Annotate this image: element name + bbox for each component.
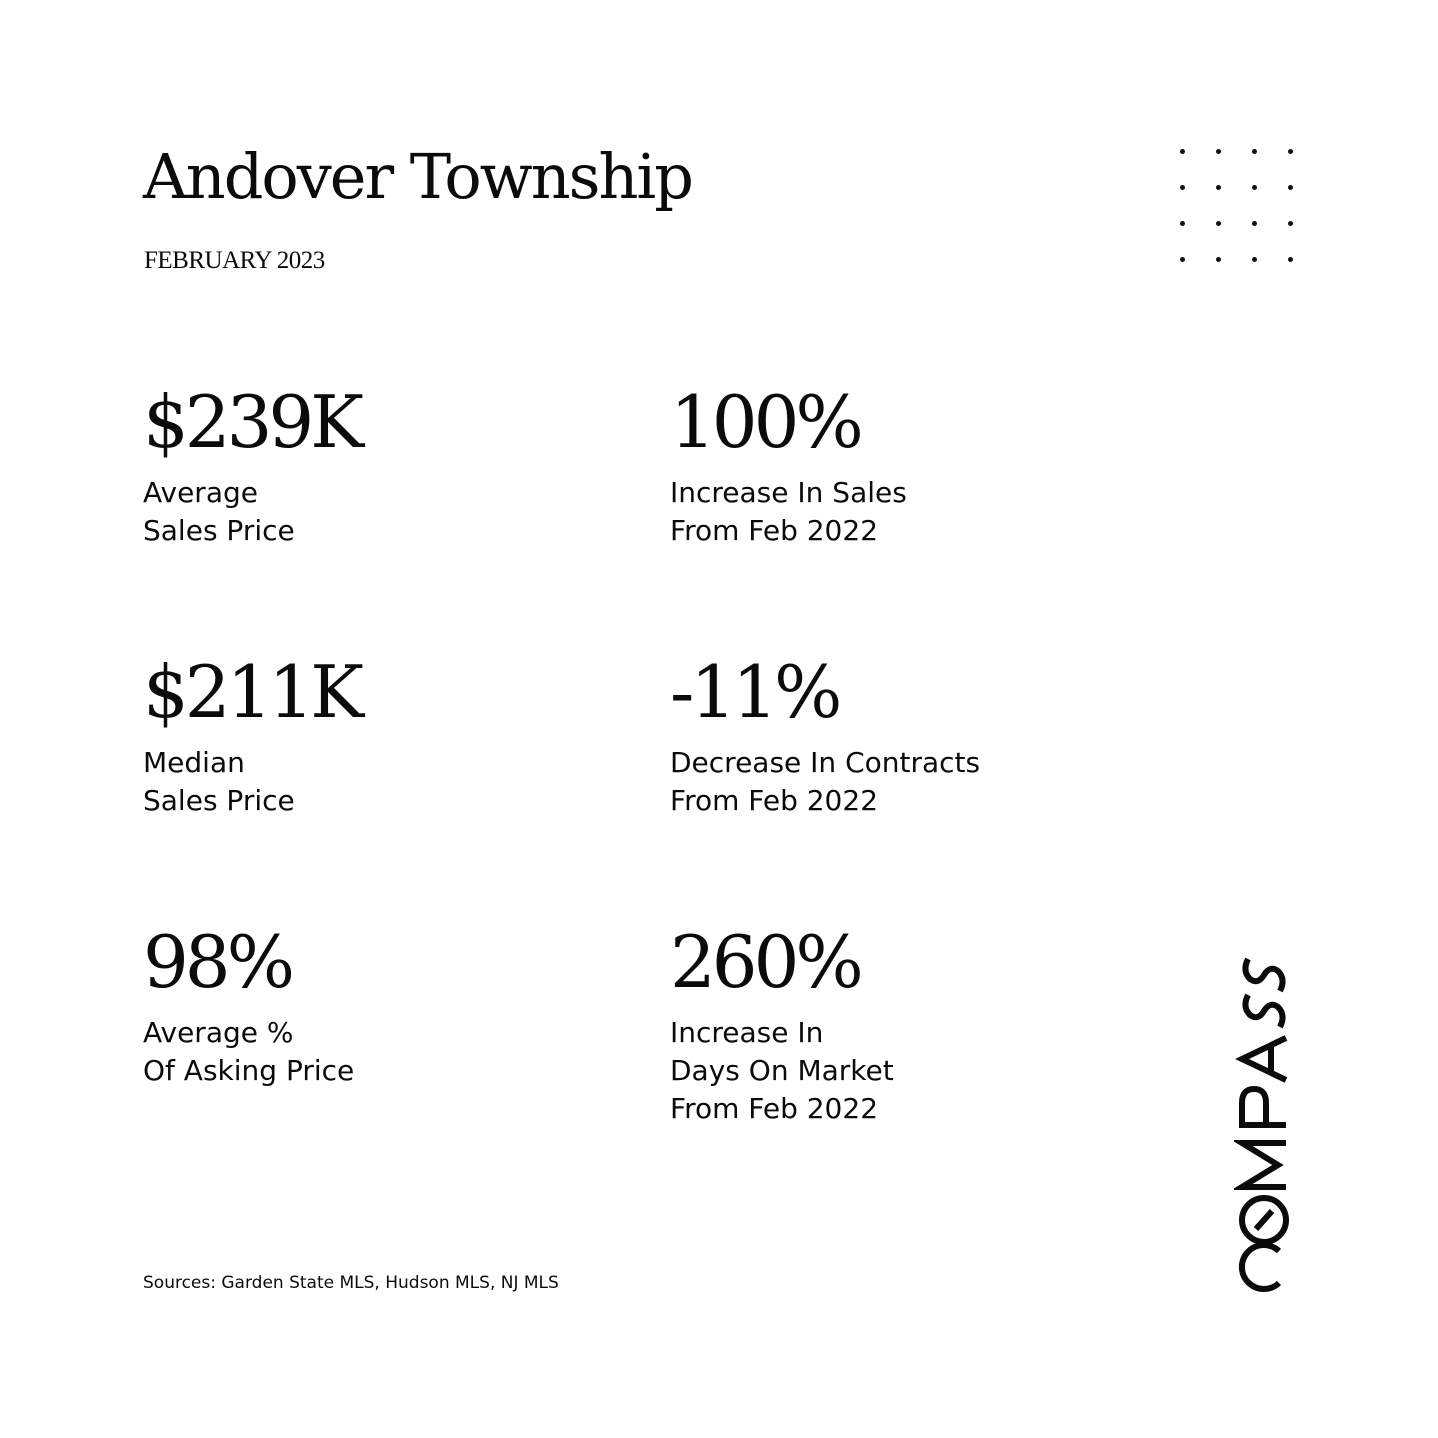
stat-increase-in-days-on-market [670,920,894,1128]
dot-grid-dot [1252,257,1257,262]
stat-label [143,744,360,820]
stat-value: 100% [670,380,860,464]
stat-median-sales-price [143,650,361,820]
stat-label-line: Days On Market [670,1054,894,1087]
stat-label [143,474,360,550]
stat-label-line: Sales Price [143,514,295,547]
stat-increase-in-sales [670,380,907,550]
stat-label-line: From Feb 2022 [670,1092,879,1125]
stat-label-line: From Feb 2022 [670,784,879,817]
stat-value: 260% [670,920,860,1004]
dot-grid-dot [1252,149,1257,154]
compass-logo [1234,955,1294,1295]
stat-label-line: Decrease In Contracts [670,746,981,779]
dot-grid-dot [1216,185,1221,190]
dot-grid-dot [1180,221,1185,226]
dot-grid-dot [1216,149,1221,154]
logo-letter-a [1242,1038,1286,1080]
logo-letter-c [1242,1245,1279,1289]
stat-label-line: Sales Price [143,784,295,817]
dot-grid-dot [1180,149,1185,154]
page-title: Andover Township [143,140,692,213]
logo-letter-s [1245,995,1282,1027]
dot-grid-dot [1252,221,1257,226]
dot-grid-dot [1288,149,1293,154]
stat-label [143,1014,354,1090]
dot-grid-dot [1288,257,1293,262]
stat-value: 98% [143,920,292,1004]
stat-average-sales-price [143,380,361,550]
logo-letter-p [1242,1089,1286,1125]
stat-value: $211K [143,650,361,734]
dot-grid-icon [1173,142,1303,272]
logo-letter-s [1245,959,1282,991]
dot-grid-dot [1288,221,1293,226]
stat-label-line: Of Asking Price [143,1054,355,1087]
logo-letter-m [1242,1143,1286,1187]
stat-label [670,474,907,550]
stat-average-percent-of-asking [143,920,355,1090]
sources-note: Sources: Garden State MLS, Hudson MLS, NJ MLS [143,1273,559,1293]
stat-label-line: From Feb 2022 [670,514,879,547]
stat-value: -11% [670,650,839,734]
stat-label-line: Increase In Sales [670,476,907,509]
stat-label [670,1014,894,1128]
dot-grid-dot [1216,257,1221,262]
stat-label-line: Average [143,476,258,509]
report-month: FEBRUARY 2023 [144,247,325,274]
dot-grid-dot [1252,185,1257,190]
dot-grid-dot [1288,185,1293,190]
stat-label-line: Increase In [670,1016,824,1049]
compass-logo-icon [1242,1198,1286,1242]
dot-grid-dot [1180,185,1185,190]
stat-label-line: Average % [143,1016,294,1049]
stat-value: $239K [143,380,361,464]
dot-grid-dot [1180,257,1185,262]
stat-label [670,744,980,820]
stat-decrease-in-contracts [670,650,981,820]
dot-grid-dot [1216,221,1221,226]
stat-label-line: Median [143,746,245,779]
